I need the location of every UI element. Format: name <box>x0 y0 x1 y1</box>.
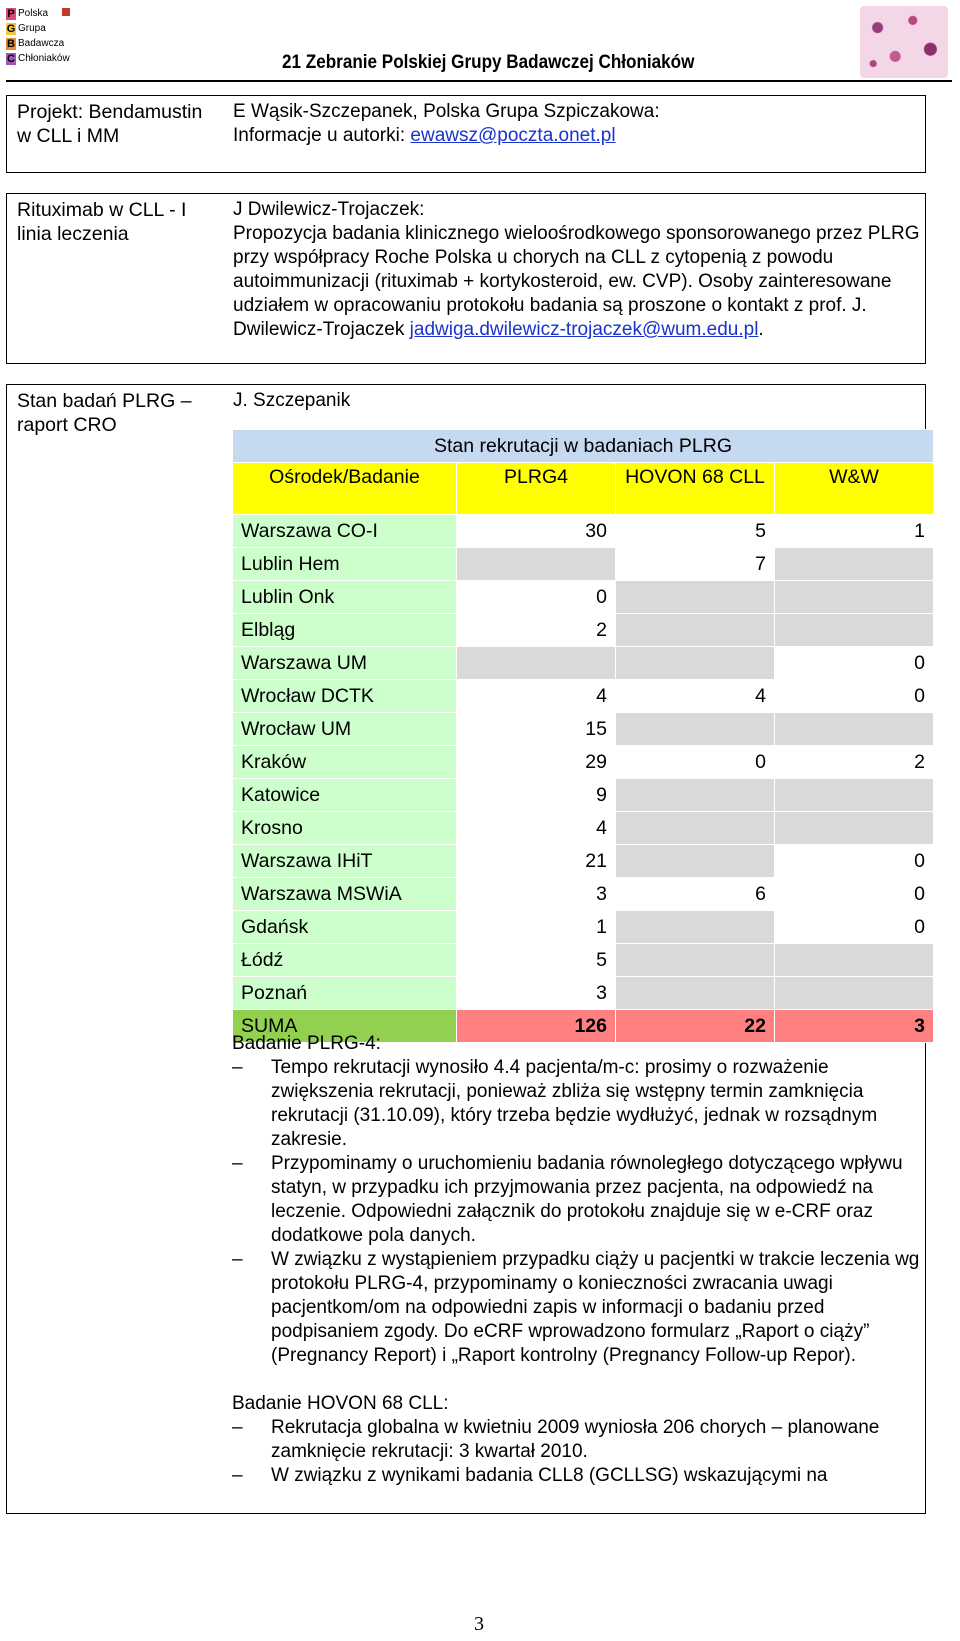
plrg4-value: 29 <box>457 746 616 779</box>
hovon-value <box>616 812 775 845</box>
rituximab-info <box>233 198 921 342</box>
table-row <box>233 680 934 713</box>
ww-value <box>775 713 934 746</box>
plrg4-value <box>457 548 616 581</box>
table-header-row <box>233 463 934 515</box>
logo-line: Polska <box>18 8 49 19</box>
table-row <box>233 944 934 977</box>
rituximab-author: J Dwilewicz-Trojaczek: <box>233 199 425 220</box>
list-item <box>232 1464 922 1488</box>
hovon-value <box>616 944 775 977</box>
logo-line: Badawcza <box>18 38 65 49</box>
plrg4-value: 5 <box>457 944 616 977</box>
ww-value <box>775 977 934 1010</box>
center-name: Katowice <box>233 779 457 812</box>
ww-value: 0 <box>775 680 934 713</box>
logo-line: Grupa <box>18 23 46 34</box>
ww-value: 3 <box>775 1010 934 1043</box>
header-hovon: HOVON 68 CLL <box>616 463 775 515</box>
ww-value <box>775 614 934 647</box>
center-name: Kraków <box>233 746 457 779</box>
hovon-value: 7 <box>616 548 775 581</box>
sentence-end: . <box>758 319 764 340</box>
dash-bullet: – <box>232 1465 243 1486</box>
header-center: Ośrodek/Badanie <box>233 463 457 515</box>
dash-bullet: – <box>232 1249 243 1270</box>
hovon-value <box>616 779 775 812</box>
microscopy-banner-image <box>860 6 948 78</box>
hovon-value <box>616 977 775 1010</box>
ww-value: 2 <box>775 746 934 779</box>
table-row <box>233 614 934 647</box>
plrg4-value: 4 <box>457 680 616 713</box>
author-email-link[interactable]: ewawsz@poczta.onet.pl <box>410 125 616 146</box>
rituximab-label: Rituximab w CLL - I linia leczenia <box>17 199 187 245</box>
plrg4-value: 0 <box>457 581 616 614</box>
rituximab-description: Propozycja badania klinicznego wieloośrodkowego sponsorowanego przez PLRG przy współpracy Roche Polska u chorych na CLL z cytopenią z powodu autoimmunizacji (rituximab + kortykosteroid, ew. CVP). Osoby zainteresowane udziałem w opracowaniu protokołu badania są proszone o kontakt z prof. J. Dwilewicz-Trojaczek <box>233 223 920 340</box>
center-name: Warszawa MSWiA <box>233 878 457 911</box>
header-ww: W&W <box>775 463 934 515</box>
status-author: J. Szczepanik <box>233 390 351 411</box>
ww-value <box>775 581 934 614</box>
hovon-value <box>616 713 775 746</box>
center-name: SUMA <box>233 1010 457 1043</box>
plrg4-title: Badanie PLRG-4: <box>232 1033 381 1054</box>
header-divider <box>6 80 952 82</box>
hovon-value <box>616 911 775 944</box>
hovon-value <box>616 614 775 647</box>
center-name: Elbląg <box>233 614 457 647</box>
status-label: Stan badań PLRG – raport CRO <box>17 390 192 436</box>
project-contact <box>233 124 921 148</box>
plrg4-value <box>457 647 616 680</box>
table-row <box>233 812 934 845</box>
plrg4-value: 126 <box>457 1010 616 1043</box>
table-row <box>233 878 934 911</box>
project-label: Projekt: Bendamustin w CLL i MM <box>17 101 203 147</box>
center-name: Lublin Hem <box>233 548 457 581</box>
ww-value <box>775 944 934 977</box>
plrg4-value: 2 <box>457 614 616 647</box>
table-row <box>233 515 934 548</box>
plrg4-value: 15 <box>457 713 616 746</box>
plrg4-value: 21 <box>457 845 616 878</box>
plrg4-value: 3 <box>457 878 616 911</box>
center-name: Lublin Onk <box>233 581 457 614</box>
hovon-value: 22 <box>616 1010 775 1043</box>
hovon-value <box>616 845 775 878</box>
table-row <box>233 779 934 812</box>
rituximab-text <box>233 222 921 342</box>
logo-line: Chłoniaków <box>18 53 70 64</box>
hovon-list <box>232 1416 922 1488</box>
project-author: E Wąsik-Szczepanek, Polska Grupa Szpiczakowa: <box>233 101 660 122</box>
dash-bullet: – <box>232 1057 243 1078</box>
ww-value: 0 <box>775 911 934 944</box>
ww-value: 0 <box>775 647 934 680</box>
table-caption-row <box>233 430 934 463</box>
center-name: Warszawa UM <box>233 647 457 680</box>
center-name: Poznań <box>233 977 457 1010</box>
list-item <box>232 1056 922 1152</box>
hovon-value <box>616 647 775 680</box>
table-row <box>233 977 934 1010</box>
ww-value: 1 <box>775 515 934 548</box>
plrg4-value: 30 <box>457 515 616 548</box>
list-item <box>232 1152 922 1248</box>
table-row <box>233 845 934 878</box>
pgbc-logo: P Polska G Grupa B Badawcza C Chłoniaków <box>6 7 70 65</box>
dash-bullet: – <box>232 1417 243 1438</box>
hovon-value: 4 <box>616 680 775 713</box>
plrg4-value: 1 <box>457 911 616 944</box>
ww-value <box>775 548 934 581</box>
hovon-value: 5 <box>616 515 775 548</box>
table-row <box>233 746 934 779</box>
ww-value: 0 <box>775 878 934 911</box>
list-item-text: W związku z wynikami badania CLL8 (GCLLSG) wskazującymi na <box>271 1465 828 1486</box>
list-item <box>232 1416 922 1464</box>
plrg4-list <box>232 1056 922 1368</box>
center-name: Łódź <box>233 944 457 977</box>
recruitment-table <box>232 429 934 1043</box>
table-row <box>233 911 934 944</box>
center-name: Wrocław DCTK <box>233 680 457 713</box>
logo-square-icon <box>62 8 70 16</box>
hovon-title: Badanie HOVON 68 CLL: <box>232 1393 449 1414</box>
list-item-text: Tempo rekrutacji wynosiło 4.4 pacjenta/m-c: prosimy o rozważenie zwiększenia rekrutacji, ponieważ zbliża się wstępny termin zamknięcia rekrutacji (31.10.09), który trzeba będzie wydłużyć, jednak w rozsądnym zakresie. <box>271 1057 878 1150</box>
contact-email-link[interactable]: jadwiga.dwilewicz-trojaczek@wum.edu.pl <box>409 319 759 340</box>
table-caption: Stan rekrutacji w badaniach PLRG <box>233 430 934 463</box>
table-row <box>233 713 934 746</box>
list-item-text: Rekrutacja globalna w kwietniu 2009 wyniosła 206 chorych – planowane zamknięcie rekrutacji: 3 kwartał 2010. <box>271 1417 880 1462</box>
plrg4-value: 3 <box>457 977 616 1010</box>
ww-value: 0 <box>775 845 934 878</box>
list-item-text: W związku z wystąpieniem przypadku ciąży u pacjentki w trakcie leczenia wg protokołu PLRG-4, przypominamy o konieczności zwracania uwagi pacjentkom/om na odpowiedni zapis w informacji o badaniu przed podpisaniem zgody. Do eCRF wprowadzono formularz „Raport o ciąży” (Pregnancy Report) i „Raport kontrolny (Pregnancy Follow-up Repor). <box>271 1249 920 1366</box>
ww-value <box>775 779 934 812</box>
header-plrg4: PLRG4 <box>457 463 616 515</box>
dash-bullet: – <box>232 1153 243 1174</box>
center-name: Krosno <box>233 812 457 845</box>
ww-value <box>775 812 934 845</box>
page-number: 3 <box>474 1613 484 1635</box>
center-name: Warszawa CO-I <box>233 515 457 548</box>
center-name: Warszawa IHiT <box>233 845 457 878</box>
center-name: Wrocław UM <box>233 713 457 746</box>
project-bendamustin-box <box>6 95 926 173</box>
table-row <box>233 647 934 680</box>
contact-prefix: Informacje u autorki: <box>233 125 411 146</box>
table-row <box>233 581 934 614</box>
hovon-value <box>616 581 775 614</box>
plrg4-value: 9 <box>457 779 616 812</box>
plrg4-section <box>232 1032 922 1488</box>
page-header-title: 21 Zebranie Polskiej Grupy Badawczej Chłoniaków <box>282 52 695 73</box>
plrg4-value: 4 <box>457 812 616 845</box>
list-item <box>232 1248 922 1368</box>
project-info <box>233 100 921 148</box>
rituximab-box <box>6 193 926 364</box>
hovon-value: 0 <box>616 746 775 779</box>
center-name: Gdańsk <box>233 911 457 944</box>
hovon-value: 6 <box>616 878 775 911</box>
list-item-text: Przypominamy o uruchomieniu badania równoległego dotyczącego wpływu statyn, w przypadku ich przyjmowania przez pacjenta, na odpowiedź na leczenie. Odpowiedni załącznik do protokołu znajduje się w e-CRF oraz dodatkowe pola danych. <box>271 1153 903 1246</box>
table-row <box>233 548 934 581</box>
